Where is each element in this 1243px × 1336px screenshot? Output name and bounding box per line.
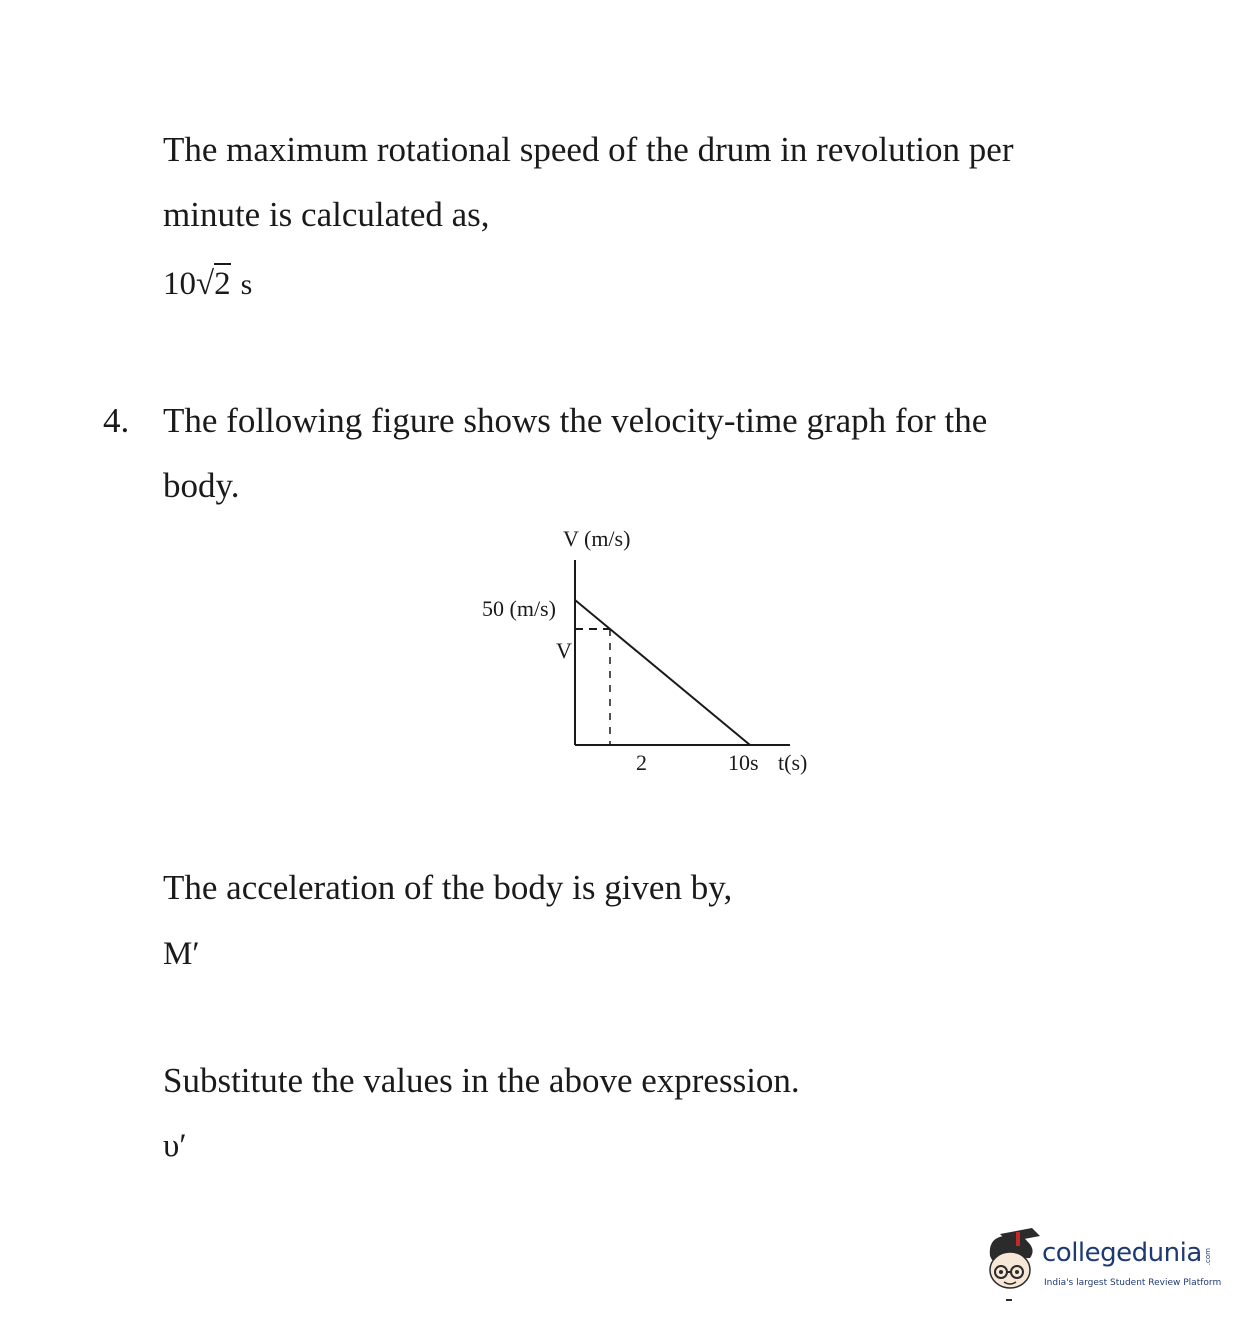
result-coefficient: 10: [163, 266, 196, 302]
logo-tagline: India's largest Student Review Platform: [1044, 1278, 1222, 1288]
result-unit: s: [240, 268, 253, 301]
solution-text-line-1: The maximum rotational speed of the drum in revolution per: [163, 130, 1014, 169]
question-number: 4.: [103, 401, 130, 440]
x-axis-label: t(s): [778, 750, 808, 775]
y-intercept-label: 50 (m/s): [482, 596, 556, 621]
acceleration-text: The acceleration of the body is given by,: [163, 868, 733, 907]
result-expression: [163, 268, 252, 301]
solution-text-line-2: minute is calculated as,: [163, 195, 490, 234]
velocity-time-graph: [470, 520, 830, 790]
sqrt-radicand: 2: [214, 263, 231, 302]
sqrt-sign: √: [196, 266, 215, 302]
question-text-line-1: The following figure shows the velocity-time graph for the: [163, 401, 988, 440]
v-marker-label: V: [556, 638, 572, 663]
substituted-expression: υ′: [163, 1128, 187, 1164]
collegedunia-logo: [982, 1228, 1222, 1308]
logo-suffix: .com: [1204, 1248, 1212, 1266]
acceleration-expression: M′: [163, 936, 200, 972]
question-text-line-2: body.: [163, 466, 240, 505]
velocity-line: [575, 600, 750, 745]
substitute-text: Substitute the values in the above expression.: [163, 1061, 800, 1100]
logo-wordmark: collegedunia: [1042, 1238, 1202, 1268]
x-tick-label-2: 2: [636, 750, 647, 775]
student-mascot-icon: [982, 1228, 1042, 1308]
y-axis-label: V (m/s): [563, 526, 631, 551]
x-tick-label-10s: 10s: [728, 750, 759, 775]
